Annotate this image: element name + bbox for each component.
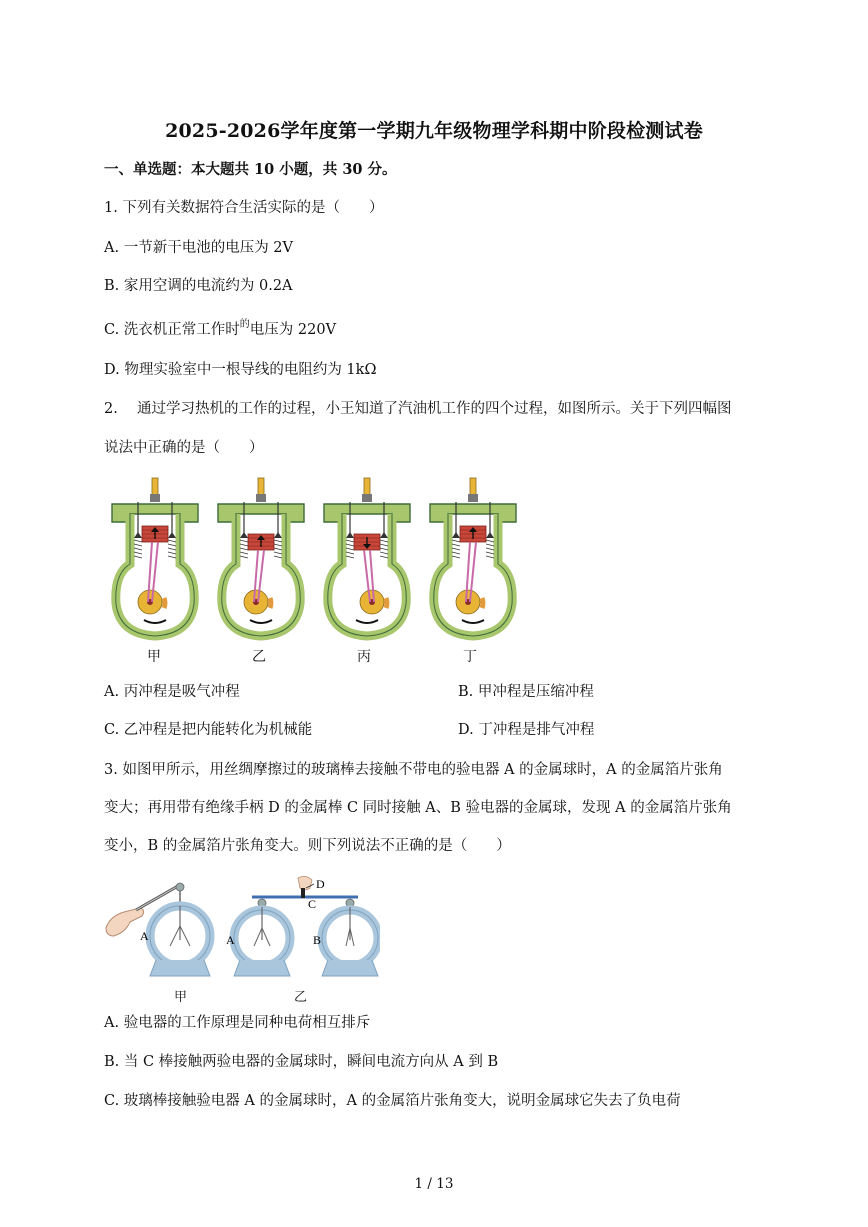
- engine-strokes-figure: [100, 474, 530, 650]
- electroscope-caption-jia: 甲: [174, 990, 188, 1005]
- electroscope-b-yi: [322, 899, 378, 976]
- engine-bing: [324, 478, 410, 636]
- engine-caption-jia: 甲: [147, 649, 161, 665]
- q2-option-d: D. 丁冲程是排气冲程: [458, 722, 595, 738]
- electroscope-a-yi: [234, 899, 290, 976]
- q2-option-b: B. 甲冲程是压缩冲程: [458, 684, 594, 700]
- q1-option-c-text: C. 洗衣机正常工作时: [104, 322, 240, 338]
- engine-jia: [112, 478, 198, 636]
- q1-option-d: D. 物理实验室中一根导线的电阻约为 1kΩ: [104, 362, 377, 378]
- label-d: D: [316, 877, 325, 891]
- q1-option-b: B. 家用空调的电流约为 0.2A: [104, 278, 293, 294]
- label-a-jia: A: [140, 929, 149, 943]
- q3-option-b: B. 当 C 棒接触两验电器的金属球时，瞬间电流方向从 A 到 B: [104, 1054, 499, 1070]
- electroscope-figure: [100, 866, 380, 986]
- label-c: C: [308, 897, 317, 911]
- q1-option-c: [104, 320, 336, 342]
- insulating-handle-d: [298, 876, 312, 898]
- section-heading: 一、单选题：本大题共 10 小题，共 30 分。: [104, 161, 397, 178]
- q1-option-c-superscript: 的: [239, 319, 250, 330]
- engine-caption-bing: 丙: [357, 649, 371, 665]
- page-number: 1 / 13: [414, 1176, 454, 1192]
- engine-caption-yi: 乙: [252, 649, 266, 665]
- label-b-yi: B: [313, 933, 322, 947]
- q1-option-c-text-end: 电压为 220V: [249, 322, 337, 338]
- engine-yi: [218, 478, 304, 636]
- q1-option-a: A. 一节新干电池的电压为 2V: [104, 240, 293, 256]
- electroscope-caption-yi: 乙: [294, 990, 308, 1005]
- q2-stem-line1: 2. 通过学习热机的工作的过程，小王知道了汽油机工作的四个过程，如图所示。关于下列四幅图: [104, 401, 732, 417]
- page-title: 2025-2026学年度第一学期九年级物理学科期中阶段检测试卷: [165, 120, 703, 142]
- engine-ding: [430, 478, 516, 636]
- label-a-yi: A: [226, 933, 235, 947]
- q2-option-a: A. 丙冲程是吸气冲程: [104, 684, 240, 700]
- q3-option-a: A. 验电器的工作原理是同种电荷相互排斥: [104, 1015, 371, 1031]
- q3-stem-line3: 变小，B 的金属箔片张角变大。则下列说法不正确的是（ ）: [104, 838, 511, 854]
- q3-stem-line2: 变大；再用带有绝缘手柄 D 的金属棒 C 同时接触 A、B 验电器的金属球，发现 A 的金属箔片张角: [104, 800, 732, 816]
- q2-option-c: C. 乙冲程是把内能转化为机械能: [104, 722, 313, 738]
- q1-stem: 1. 下列有关数据符合生活实际的是（ ）: [104, 200, 384, 216]
- q3-option-c: C. 玻璃棒接触验电器 A 的金属球时，A 的金属箔片张角变大，说明金属球它失去了负电荷: [104, 1093, 681, 1109]
- engine-caption-ding: 丁: [463, 649, 477, 665]
- q3-stem-line1: 3. 如图甲所示，用丝绸摩擦过的玻璃棒去接触不带电的验电器 A 的金属球时，A 的金属箔片张角: [104, 762, 723, 778]
- q2-stem-line2: 说法中正确的是（ ）: [104, 440, 264, 456]
